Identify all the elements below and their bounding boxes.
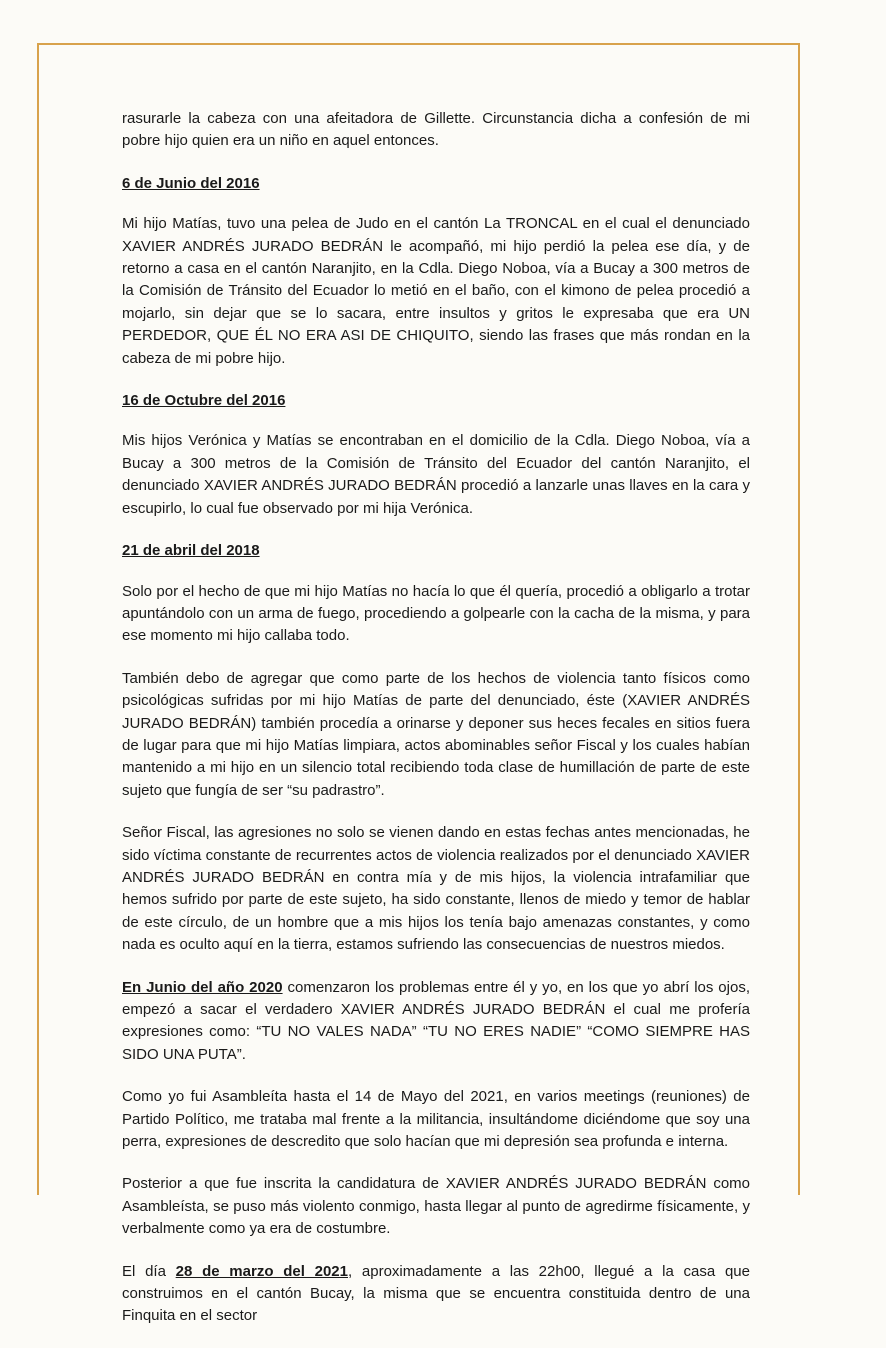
paragraph: También debo de agregar que como parte de los hechos de violencia tanto físicos como psicológicas sufridas por mi hijo Matías de parte del denunciado, éste (XAVIER ANDRÉS JURADO BEDRÁN) también procedía a orinarse y deponer sus heces fecales en sitios fuera de lugar para que mi hijo Matías limpiara, actos abominables señor Fiscal y los cuales habían mantenido a mi hijo en un silencio total recibiendo toda clase de humillación de parte de este sujeto que fungía de ser “su padrastro”. <box>122 669 750 799</box>
date-heading: 21 de abril del 2018 <box>122 542 260 560</box>
paragraph: Mi hijo Matías, tuvo una pelea de Judo en el cantón La TRONCAL en el cual el denunciado XAVIER ANDRÉS JURADO BEDRÁN le acompañó, mi hijo perdió la pelea ese día, y de retorno a casa en el cantón Naranjito, en la Cdla. Diego Noboa, vía a Bucay a 300 metros de la Comisión de Tránsito del Ecuador lo metió en el baño, con el kimono de pelea procedió a mojarlo, sin dejar que se lo sacara, entre insultos y gritos le expresaba que era UN PERDEDOR, QUE ÉL NO ERA ASI DE CHIQUITO, siendo las frases que más rondan en la cabeza de mi pobre hijo. <box>122 215 750 367</box>
paragraph <box>122 977 750 1067</box>
paragraph: Como yo fui Asambleíta hasta el 14 de Mayo del 2021, en varios meetings (reuniones) de Partido Político, me trataba mal frente a la militancia, insultándome diciéndome que soy una perra, expresiones de descredito que solo hacían que mi depresión sea profunda e interna. <box>122 1088 750 1151</box>
document-body <box>122 108 750 1348</box>
paragraph-text: comenzaron los problemas entre él y yo, en los que yo abrí los ojos, empezó a sacar el verdadero XAVIER ANDRÉS JURADO BEDRÁN el cual me profería expresiones como: “TU NO VALES NADA” “TU NO ERES NADIE” “COMO SIEMPRE HAS SIDO UNA PUTA”. <box>122 978 750 1063</box>
paragraph-text: , aproximadamente a las 22h00, llegué a la casa que construimos en el cantón Bucay, la misma que se encuentra constituida dentro de una Finquita en el sector <box>122 1262 750 1325</box>
date-highlight: 28 de marzo del 2021 <box>175 1262 348 1280</box>
paragraph: Mis hijos Verónica y Matías se encontraban en el domicilio de la Cdla. Diego Noboa, vía a Bucay a 300 metros de la Comisión de Tránsito del Ecuador del cantón Naranjito, el denunciado XAVIER ANDRÉS JURADO BEDRÁN procedió a lanzarle unas llaves en la cara y escupirlo, lo cual fue observado por mi hija Verónica. <box>122 432 750 517</box>
date-highlight: En Junio del año 2020 <box>122 978 283 996</box>
paragraph: Solo por el hecho de que mi hijo Matías no hacía lo que él quería, procedió a obligarlo a trotar apuntándolo con un arma de fuego, procediendo a golpearle con la cacha de la misma, y para ese momento mi hijo callaba todo. <box>122 582 750 645</box>
paragraph: rasurarle la cabeza con una afeitadora de Gillette. Circunstancia dicha a confesión de mi pobre hijo quien era un niño en aquel entonces. <box>122 110 750 150</box>
paragraph-text: El día <box>122 1262 176 1280</box>
date-heading: 6 de Junio del 2016 <box>122 174 260 192</box>
paragraph: Señor Fiscal, las agresiones no solo se vienen dando en estas fechas antes mencionadas, he sido víctima constante de recurrentes actos de violencia realizados por el denunciado XAVIER ANDRÉS JURADO BEDRÁN en contra mía y de mis hijos, la violencia intrafamiliar que hemos sufrido por parte de este sujeto, ha sido constante, llenos de miedo y temor de hablar de este círculo, de un hombre que a mis hijos los tenía bajo amenazas constantes, y como nada es oculto aquí en la tierra, estamos sufriendo las consecuencias de nuestros miedos. <box>122 824 750 954</box>
date-heading: 16 de Octubre del 2016 <box>122 392 286 410</box>
paragraph: Posterior a que fue inscrita la candidatura de XAVIER ANDRÉS JURADO BEDRÁN como Asambleísta, se puso más violento conmigo, hasta llegar al punto de agredirme físicamente, y verbalmente como ya era de costumbre. <box>122 1175 750 1238</box>
paragraph <box>122 1261 750 1328</box>
